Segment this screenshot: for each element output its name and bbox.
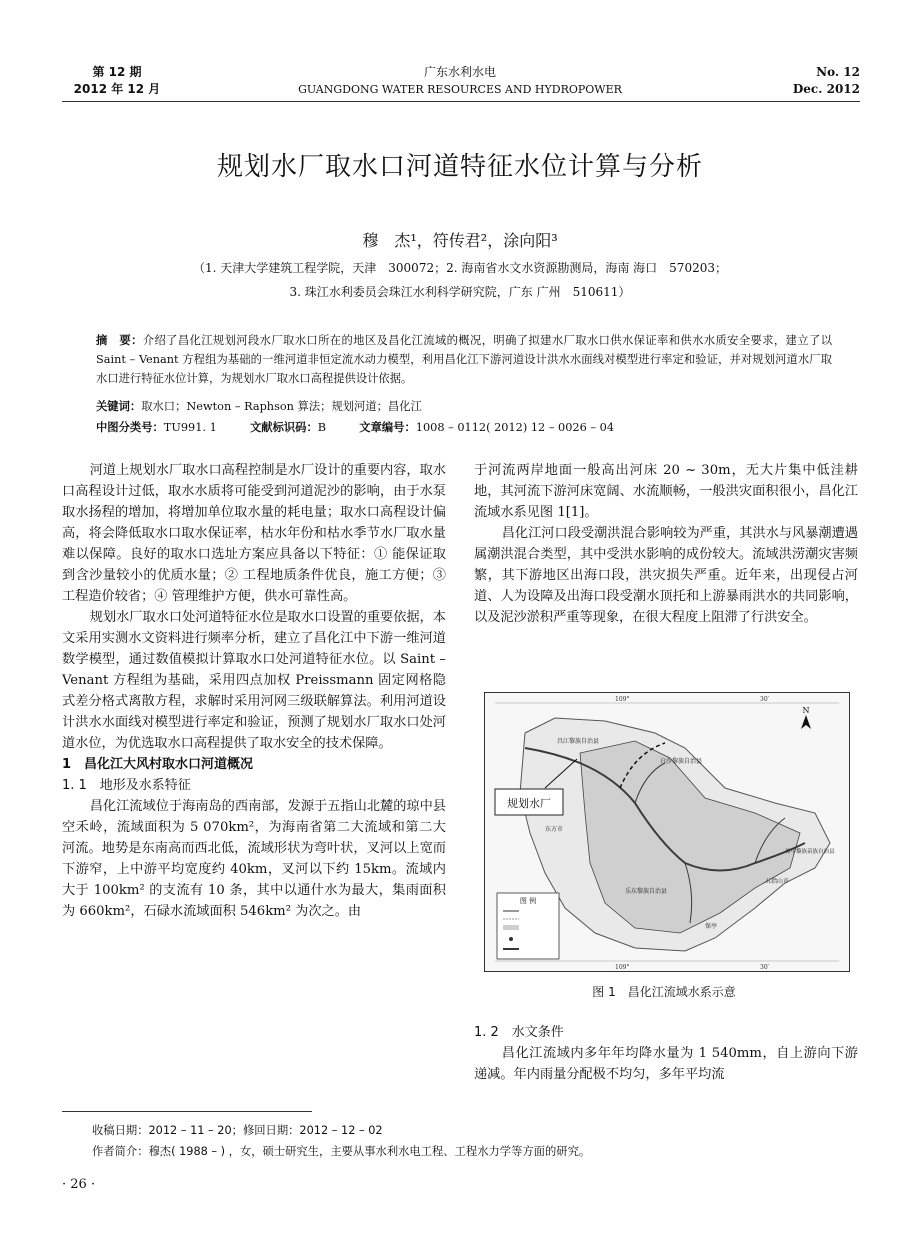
lon-label: 109° <box>615 964 630 971</box>
journal-name <box>260 64 660 98</box>
terrain-paragraph-cont: 于河流两岸地面一般高出河床 20 ~ 30m，无大片集中低洼耕地，其河流下游河床宽阔、水流顺畅，一般洪灾面积很小，昌化江流域水系见图 1[1]。 <box>474 463 858 520</box>
issue-date-cn: 2012 年 12 月 <box>73 82 161 96</box>
paper-title: 规划水厂取水口河道特征水位计算与分析 <box>216 152 703 182</box>
issue-info-en <box>760 64 860 98</box>
journal-name-en: GUANGDONG WATER RESOURCES AND HYDROPOWER <box>298 83 622 96</box>
article-number-label: 文章编号： <box>359 421 416 434</box>
intro-paragraph-2: 规划水厂取水口处河道特征水位是取水口设置的重要依据，本文采用实测水文资料进行频率分析，建立了昌化江中下游一维河道数学模型，通过数值模拟计算取水口处河道特征水位。以 Saint – Venant 方程组为基础，采用四点加权 Preissmann 固定网格隐式差分格式离散方程，求解时采用河网三级联解算法。利用河道设计洪水水面线对模型进行率定和验证，预测了规划水厂取水口处河道水位，为优选取水口高程提供了取水安全的技术保障。 <box>62 610 446 751</box>
abstract-text: 介绍了昌化江规划河段水厂取水口所在的地区及昌化江流域的概况，明确了拟建水厂取水口供水保证率和供水水质安全要求，建立了以 Saint – Venant 方程组为基础的一维河道非恒定流水动力模型，利用昌化江下游河道设计洪水水面线对模型进行率定和验证，并对规划河道水厂取水口进行特征水位计算，为规划水厂取水口高程提供设计依据。 <box>96 334 832 385</box>
abstract-label: 摘 要： <box>96 334 143 347</box>
doc-code-label: 文献标识码： <box>249 421 318 434</box>
author-bio: 作者简介：穆杰( 1988 – ) ，女，硕士研究生，主要从事水利水电工程、工程水力学等方面的研究。 <box>92 1145 591 1158</box>
section-heading-1-1: 1. 1 地形及水系特征 <box>62 778 191 793</box>
abstract <box>96 331 832 388</box>
hydrology-paragraph: 昌化江流域内多年年均降水量为 1 540mm，自上游向下游递减。年内雨量分配极不均匀，多年平均流 <box>474 1046 858 1082</box>
section-heading-1-2: 1. 2 水文条件 <box>474 1025 564 1040</box>
keywords-label: 关键词： <box>96 400 142 413</box>
journal-name-cn: 广东水利水电 <box>423 65 496 79</box>
received-dates: 收稿日期：2012 – 11 – 20；修回日期：2012 – 12 – 02 <box>92 1124 383 1137</box>
lon-label: 109° <box>615 696 630 703</box>
header-rule <box>62 101 860 102</box>
affiliation-line-1: （1. 天津大学建筑工程学院，天津 300072；2. 海南省水文水资源勘测局，海南 海口 570203； <box>193 261 727 275</box>
place-label: 昌江黎族自治县 <box>557 738 600 745</box>
issue-number-cn: 第 12 期 <box>92 65 142 79</box>
footnote-rule <box>62 1111 312 1112</box>
legend-title: 图 例 <box>519 897 537 905</box>
keywords <box>96 398 422 414</box>
right-column-top <box>474 460 858 628</box>
right-column-bottom <box>474 1022 858 1085</box>
classification-line <box>96 419 836 435</box>
place-label: 五指山市 <box>765 878 790 885</box>
page-number: · 26 · <box>62 1177 96 1192</box>
doc-code-value: B <box>317 421 327 434</box>
issue-number-en: No. 12 <box>816 65 860 79</box>
basin-map-figure <box>484 692 850 972</box>
keywords-text: 取水口；Newton – Raphson 算法；规划河道；昌化江 <box>141 400 422 413</box>
affiliation-line-2: 3. 珠江水利委员会珠江水利科学研究院，广东 广州 510611） <box>289 285 631 299</box>
section-heading-1: 1 昌化江大风村取水口河道概况 <box>62 757 254 772</box>
place-label: 琼中黎族苗族自治县 <box>785 849 835 855</box>
place-label: 白沙黎族自治县 <box>660 758 703 765</box>
svg-text:N: N <box>802 706 810 715</box>
left-column <box>62 460 446 922</box>
issue-info-cn <box>62 64 172 98</box>
terrain-paragraph: 昌化江流域位于海南岛的西南部，发源于五指山北麓的琼中县空禾岭，流域面积为 5 070km²，为海南省第二大流域和第二大河流。地势是东南高而西北低，流域形状为弯叶状，叉河以上宽而下游窄，上中游平均宽度约 40km，叉河以下约 15km。流域内大于 100km² 的支流有 10 条，其中以通什水为最大，集雨面积为 660km²，石碌水流域面积 546km² 为次之。由 <box>62 799 446 919</box>
place-label: 东方市 <box>545 826 564 833</box>
intro-paragraph-1: 河道上规划水厂取水口高程控制是水厂设计的重要内容，取水口高程设计过低，取水水质将可能受到河道泥沙的影响，由于水泵取水扬程的增加，将增加单位取水量的耗电量；取水口高程设计偏高，将会降低取水口取水保证率，枯水年份和枯水季节水厂取水量难以保障。良好的取水口选址方案应具备以下特征：① 能保证取到含沙量较小的优质水量；② 工程地质条件优良，施工方便；③ 工程造价较省；④ 管理维护方便，供水可靠性高。 <box>62 463 446 604</box>
clc-value: TU991. 1 <box>163 421 217 434</box>
lon-label: 30′ <box>760 696 769 703</box>
place-label: 保亭 <box>705 923 718 930</box>
estuary-paragraph: 昌化江河口段受潮洪混合影响较为严重，其洪水与风暴潮遭遇属潮洪混合类型，其中受洪水影响的成份较大。流域洪涝潮灾害频繁，其下游地区出海口段，洪灾损失严重。近年来，出现侵占河道、人为设障及出海口段受潮水顶托和上游暴雨洪水的共同影响，以及泥沙淤积严重等现象，在很大程度上阻滞了行洪安全。 <box>474 526 858 625</box>
lon-label: 30′ <box>760 964 769 971</box>
figure-caption: 图 1 昌化江流域水系示意 <box>592 985 736 999</box>
basin-map <box>485 693 849 971</box>
issue-date-en: Dec. 2012 <box>792 82 860 96</box>
place-label: 乐东黎族自治县 <box>625 888 668 895</box>
article-number-value: 1008 – 0112( 2012) 12 – 0026 – 04 <box>415 421 615 434</box>
author-list: 穆 杰¹，符传君²，涂向阳³ <box>362 231 558 250</box>
clc-label: 中图分类号： <box>96 421 164 434</box>
callout-label: 规划水厂 <box>507 797 551 810</box>
